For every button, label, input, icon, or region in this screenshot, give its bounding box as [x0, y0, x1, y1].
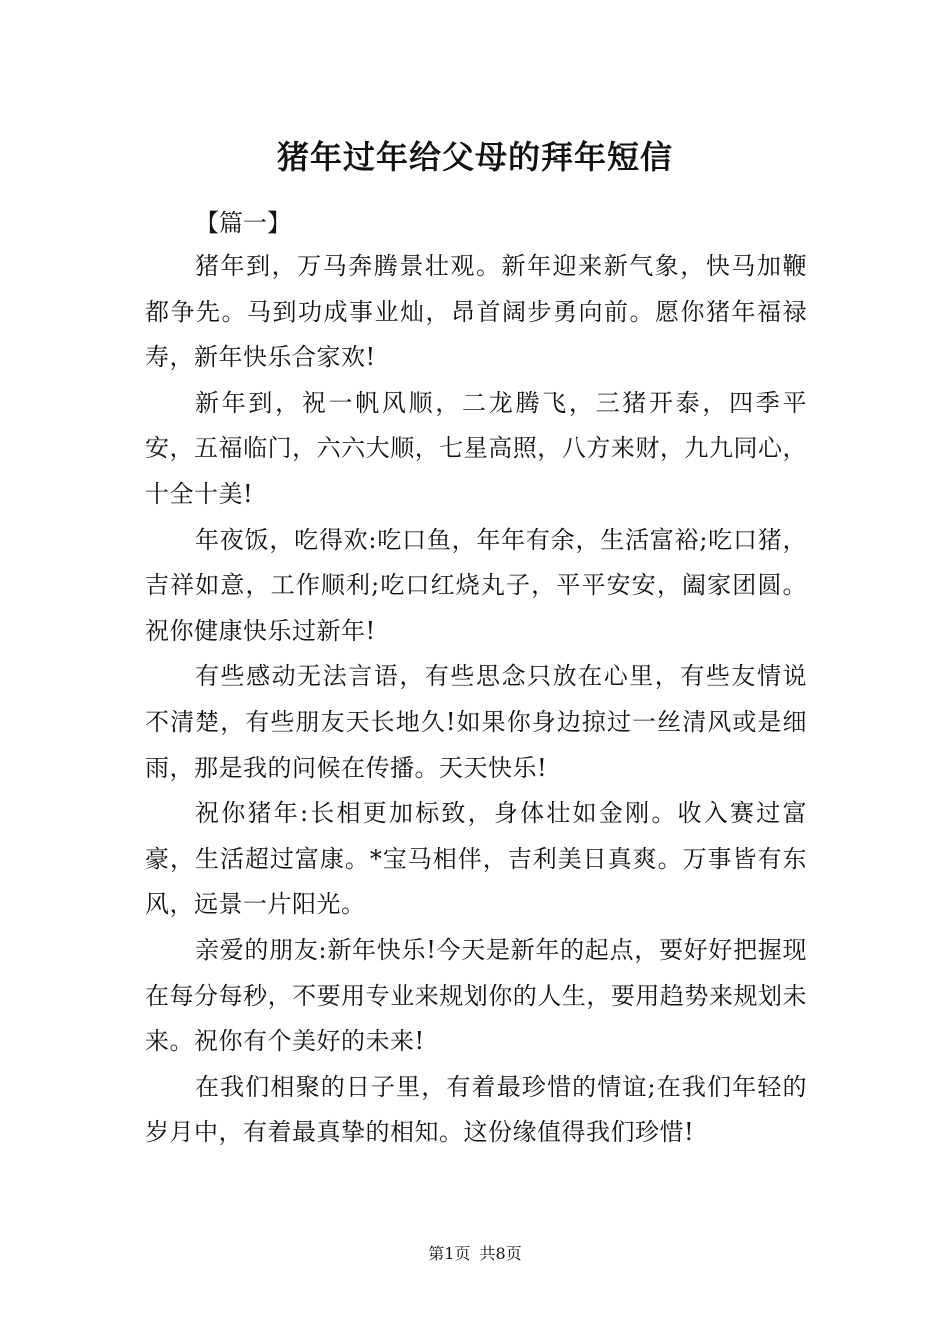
paragraph: 祝你猪年:长相更加标致，身体壮如金刚。收入赛过富豪，生活超过富康。*宝马相伴，吉利美日真爽。万事皆有东风，远景一片阳光。	[145, 799, 807, 919]
document-title: 猪年过年给父母的拜年短信	[276, 138, 673, 176]
page-footer	[0, 1242, 950, 1266]
paragraph: 新年到，祝一帆风顺，二龙腾飞，三猪开泰，四季平安，五福临门，六六大顺，七星高照，八方来财，九九同心，十全十美!	[145, 388, 807, 508]
document-body	[145, 244, 807, 1156]
paragraph: 有些感动无法言语，有些思念只放在心里，有些友情说不清楚，有些朋友天长地久!如果你身边掠过一丝清风或是细雨，那是我的问候在传播。天天快乐!	[145, 662, 807, 782]
paragraph: 在我们相聚的日子里，有着最珍惜的情谊;在我们年轻的岁月中，有着最真挚的相知。这份缘值得我们珍惜!	[145, 1072, 807, 1147]
section-heading: 【篇一】	[195, 209, 291, 237]
paragraph: 年夜饭，吃得欢:吃口鱼，年年有余，生活富裕;吃口猪，吉祥如意，工作顺利;吃口红烧丸子，平平安安，阖家团圆。祝你健康快乐过新年!	[145, 525, 807, 645]
page-total: 共8页	[479, 1244, 522, 1263]
paragraph: 亲爱的朋友:新年快乐!今天是新年的起点，要好好把握现在每分每秒，不要用专业来规划你的人生，要用趋势来规划未来。祝你有个美好的未来!	[145, 935, 807, 1056]
page-number: 第1页	[428, 1244, 471, 1263]
paragraph: 猪年到，万马奔腾景壮观。新年迎来新气象，快马加鞭都争先。马到功成事业灿，昂首阔步勇向前。愿你猪年福禄寿，新年快乐合家欢!	[145, 252, 807, 372]
